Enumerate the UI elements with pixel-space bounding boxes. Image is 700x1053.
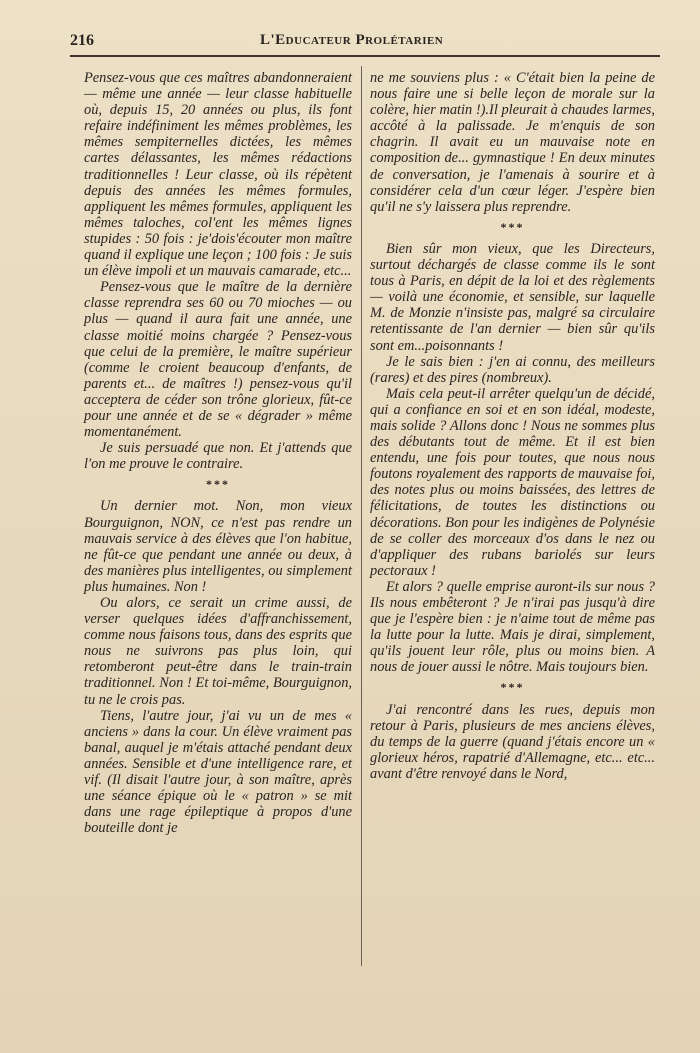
paragraph: Pensez-vous que ces maîtres abandonneraient — même une année — leur classe habituelle où, depuis 15, 20 années ou plus, ils font refaire indéfiniment les mêmes problèmes, les mêmes sempiternelles dictées, les mêmes cartes délassantes, les mêmes rédactions traditionnelles ! Leur classe, où ils répètent depuis des années les mêmes formules, appliquent les mêmes formules, appliquent les mêmes taloches, col'ent les mêmes lignes stupides : 50 fois : je'dois'écouter mon maître quand il explique une leçon ; 100 fois : Je suis un élève impoli et un mauvais camarade, etc...: [84, 70, 352, 280]
page-header: [70, 30, 660, 52]
paragraph: Un dernier mot. Non, mon vieux Bourguignon, NON, ce n'est pas rendre un mauvais service à des élèves que l'on habitue, ne fût-ce que pendant une année ou deux, à des manières plus intelligentes, ou simplement plus humaines. Non !: [84, 498, 352, 595]
paragraph: Tiens, l'autre jour, j'ai vu un de mes « anciens » dans la cour. Un élève vraiment pas banal, auquel je m'étais attaché pendant deux années. Sensible et d'une intelligence rare, et vif. (Il disait l'autre jour, à son maître, après une séance épique où le « patron » se mit dans une rage épileptique à propos d'une bouteille dont je: [84, 707, 352, 837]
page-number: 216: [70, 32, 94, 49]
paragraph: Ou alors, ce serait un crime aussi, de verser quelques idées d'affranchissement, comme nous faisons tous, dans des esprits que nous ne suivrons pas plus loin, qui retomberont peut-être dans le train-train traditionnel. Non ! Et toi-même, Bourguignon, tu ne le crois pas.: [84, 595, 352, 708]
paragraph: Bien sûr mon vieux, que les Directeurs, surtout déchargés de classe comme ils le sont tous à Paris, en dépit de la loi et des règlements — voilà une économie, et sensible, sur laquelle M. de Monzie n'insiste pas, malgré sa circulaire retentissante de l'an dernier — bien sûr qu'ils sont em...poisonnants !: [370, 240, 655, 354]
paragraph: Je le sais bien : j'en ai connu, des meilleurs (rares) et des pires (nombreux).: [370, 353, 655, 386]
section-separator: ***: [500, 219, 525, 234]
paragraph: Et alors ? quelle emprise auront-ils sur nous ? Ils nous embêteront ? Je n'irai pas jusqu'à dire que je l'espère bien : je n'aime tout de même pas la lutte pour la lutte. Mais je dirai, simplement, qu'ils jouent leur rôle, plus ou moins bien. A nous de jouer aussi le nôtre. Mais toujours bien.: [370, 578, 655, 676]
section-separator: ***: [500, 680, 525, 695]
paragraph: Je suis persuadé que non. Et j'attends que l'on me prouve le contraire.: [84, 440, 352, 473]
running-title: L'Educateur Prolétarien: [260, 32, 444, 48]
paragraph: J'ai rencontré dans les rues, depuis mon retour à Paris, plusieurs de mes anciens élèves, du temps de la guerre (quand j'étais encore un « glorieux héros, rapatrié d'Allemagne, etc... etc... avant d'être renvoyé dans le Nord,: [370, 701, 655, 782]
paragraph: Mais cela peut-il arrêter quelqu'un de décidé, qui a confiance en soi et en son idéal, modeste, mais solide ? Allons donc ! Nous ne sommes plus des débutants tout de même. Et il est bien entendu, une fois pour toutes, que nous nous foutons royalement des rapports de mauvaise foi, des notes plus ou moins baissées, des lettres de félicitations, de toutes les distinctions ou décorations. Bon pour les indigènes de Polynésie de se coller des morceaux d'os dans le nez ou d'appliquer des rubans bariolés sur leurs pectoraux !: [370, 385, 655, 579]
paragraph: Pensez-vous que le maître de la dernière classe reprendra ses 60 ou 70 mioches — ou plus — quand il aura fait une année, une classe moitié moins chargée ? Pensez-vous que celui de la première, le maître supérieur (comme le croient beaucoup d'enfants, de parents et... de maîtres !) pensez-vous qu'il acceptera de céder son trône glorieux, fût-ce pour une année et de se « dégrader » même momentanément.: [84, 279, 352, 441]
section-separator: ***: [206, 477, 230, 492]
header-rule: [70, 55, 660, 57]
column-divider: [361, 66, 362, 966]
right-column: [370, 70, 655, 782]
paragraph: ne me souviens plus : « C'était bien la peine de nous faire une si belle leçon de morale sur la colère, hier matin !).Il pleurait à chaudes larmes, accôté à la palissade. Je m'enquis de son chagrin. Il avait eu un mauvaise note en composition de... gymnastique ! En deux minutes de conversation, je l'amenais à sourire et à considérer cela d'un cœur léger. J'espère bien qu'il ne s'y laissera plus reprendre.: [370, 70, 655, 215]
left-column: [84, 70, 352, 836]
